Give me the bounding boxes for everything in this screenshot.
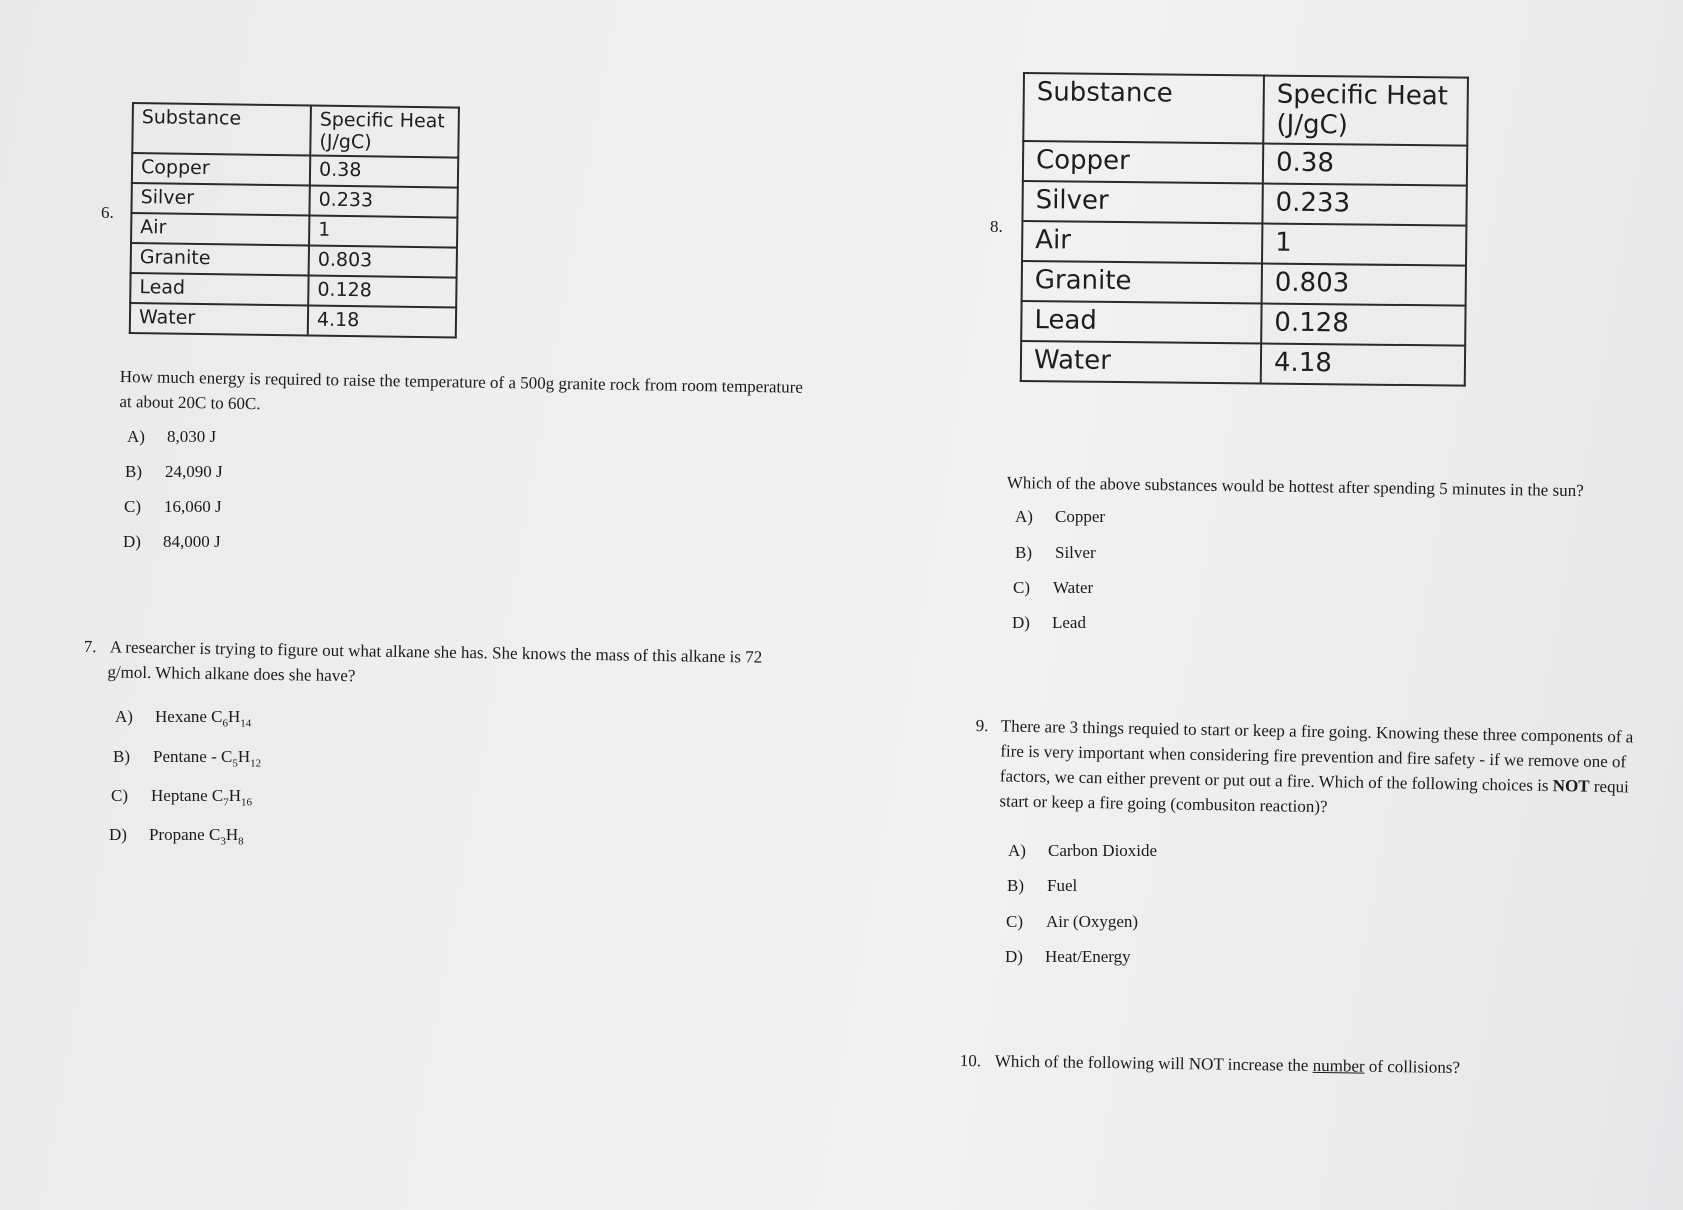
table-row — [130, 273, 456, 308]
option-letter: A) — [127, 427, 145, 446]
header-specific-heat — [1263, 76, 1468, 146]
formula-h-count: 12 — [250, 757, 262, 770]
value-cell: 4.18 — [1261, 344, 1465, 386]
substance-cell: Silver — [131, 183, 309, 215]
q6-option-a[interactable] — [127, 426, 216, 448]
substance-cell: Lead — [130, 273, 308, 305]
value-cell: 1 — [309, 215, 457, 247]
table-row — [132, 153, 458, 188]
question-7-text — [83, 634, 824, 696]
option-text: Water — [1053, 578, 1094, 597]
formula-c-count: 5 — [232, 757, 238, 770]
option-letter: C) — [111, 786, 128, 805]
value-cell: 4.18 — [308, 305, 456, 337]
option-letter: D) — [1012, 613, 1030, 632]
option-letter: B) — [125, 462, 142, 481]
question-10-text-b: of collisions? — [1364, 1056, 1461, 1077]
question-9-text — [974, 713, 1676, 825]
question-10-underlined: number — [1312, 1055, 1365, 1076]
value-cell: 0.233 — [1262, 184, 1466, 226]
specific-heat-table-q6 — [129, 102, 460, 339]
option-text: Carbon Dioxide — [1048, 841, 1158, 860]
header-units: (J/gC) — [319, 130, 372, 154]
specific-heat-table-q8 — [1020, 72, 1469, 387]
header-units: (J/gC) — [1276, 109, 1348, 141]
substance-cell: Lead — [1021, 301, 1261, 344]
table-header-row — [1023, 73, 1468, 146]
value-cell: 1 — [1262, 224, 1466, 266]
option-letter: A) — [115, 707, 133, 726]
table-row — [1021, 341, 1465, 386]
table-row — [1022, 181, 1466, 226]
q6-option-b[interactable] — [125, 461, 223, 483]
option-text: Silver — [1055, 543, 1096, 562]
option-text: Heat/Energy — [1045, 947, 1131, 966]
substance-cell: Water — [1021, 341, 1261, 384]
formula-h: H — [228, 786, 242, 805]
substance-cell: Granite — [131, 243, 309, 275]
formula-h: H — [225, 825, 239, 844]
table-row — [1022, 261, 1466, 306]
option-letter: B) — [1007, 876, 1024, 895]
formula-c: C — [211, 707, 223, 726]
table-row — [131, 183, 457, 218]
value-cell: 0.233 — [309, 185, 457, 217]
header-specific-heat-label: Specific Heat — [319, 108, 445, 133]
option-text: Copper — [1055, 507, 1106, 526]
question-10-text — [960, 1048, 1461, 1080]
question-7-number: 7. — [83, 636, 97, 657]
q6-option-d[interactable] — [123, 531, 221, 553]
substance-cell: Air — [131, 213, 309, 245]
option-letter: B) — [113, 747, 130, 766]
option-text: 16,060 J — [164, 497, 222, 516]
substance-cell: Copper — [1023, 141, 1263, 184]
table-row — [130, 303, 456, 338]
question-6-number: 6. — [101, 203, 114, 222]
option-text: Air (Oxygen) — [1046, 912, 1139, 931]
formula-h: H — [228, 707, 241, 726]
q8-option-c[interactable] — [1013, 577, 1093, 599]
option-letter: D) — [1005, 947, 1023, 966]
option-text: 8,030 J — [167, 427, 217, 446]
q9-option-b[interactable] — [1007, 875, 1077, 897]
value-cell: 0.128 — [1261, 304, 1465, 346]
q7-option-d[interactable] — [109, 824, 244, 852]
question-7-line-2: g/mol. Which alkane does she have? — [107, 662, 356, 686]
option-letter: C) — [124, 497, 141, 516]
value-cell: 0.803 — [309, 245, 457, 277]
question-10-number: 10. — [959, 1050, 982, 1071]
formula-c: C — [211, 786, 224, 805]
header-substance: Substance — [132, 103, 311, 155]
q7-option-c[interactable] — [111, 785, 252, 813]
substance-cell: Air — [1022, 221, 1262, 264]
option-letter: D) — [123, 532, 141, 551]
formula-c-count: 3 — [220, 835, 226, 848]
header-specific-heat — [310, 105, 459, 157]
value-cell: 0.38 — [310, 155, 458, 187]
question-9-not-emphasis: NOT — [1552, 776, 1590, 796]
substance-cell: Silver — [1022, 181, 1262, 224]
header-substance: Substance — [1023, 73, 1264, 144]
formula-c-count: 7 — [223, 796, 229, 809]
question-10-text-a: Which of the following will NOT increase the — [994, 1051, 1313, 1075]
option-letter: B) — [1015, 543, 1032, 562]
formula-h: H — [237, 747, 251, 766]
option-text: Fuel — [1047, 876, 1078, 895]
question-9-line-1: There are 3 things requied to start or keep a fire going. Knowing these three components of a — [1000, 716, 1634, 747]
table-row — [1022, 221, 1466, 266]
table-row — [131, 213, 457, 248]
q9-option-d[interactable] — [1005, 946, 1131, 968]
q9-option-c[interactable] — [1006, 911, 1138, 933]
substance-cell: Granite — [1022, 261, 1262, 304]
question-6-line-2: at about 20C to 60C. — [119, 391, 261, 414]
table-header-row — [132, 103, 459, 158]
question-7-line-1: A researcher is trying to figure out what alkane she has. She knows the mass of this alkane is 72 — [109, 637, 763, 667]
option-text: 84,000 J — [163, 532, 221, 551]
q8-option-b[interactable] — [1015, 542, 1096, 564]
table-row — [1021, 301, 1465, 346]
question-8-text: Which of the above substances would be hottest after spending 5 minutes in the sun? — [1006, 472, 1584, 501]
formula-c-count: 6 — [222, 717, 229, 730]
formula-h-count: 8 — [238, 835, 244, 848]
question-9-line-3c: requi — [1589, 776, 1629, 797]
option-letter: C) — [1006, 912, 1023, 931]
q8-option-a[interactable] — [1015, 506, 1105, 528]
q9-option-a[interactable] — [1008, 840, 1157, 862]
value-cell: 0.128 — [308, 275, 456, 307]
option-letter: A) — [1008, 841, 1026, 860]
option-name: Propane — [149, 825, 205, 844]
option-name: Pentane - — [153, 747, 217, 766]
table-row — [1023, 141, 1467, 186]
formula-h-count: 16 — [241, 796, 253, 809]
option-name: Hexane — [155, 707, 207, 726]
option-text: 24,090 J — [165, 462, 223, 481]
q8-option-d[interactable] — [1012, 612, 1086, 634]
question-6-line-1: How much energy is required to raise the temperature of a 500g granite rock from room temperature — [119, 366, 804, 397]
option-letter: C) — [1013, 578, 1030, 597]
q7-option-b[interactable] — [113, 746, 261, 774]
question-9-line-4: start or keep a fire going (combusiton reaction)? — [999, 791, 1328, 817]
question-9-number: 9. — [975, 715, 989, 736]
option-letter: A) — [1015, 507, 1033, 526]
value-cell: 0.803 — [1262, 264, 1466, 306]
option-text: Lead — [1052, 613, 1086, 632]
header-specific-heat-label: Specific Heat — [1276, 79, 1449, 112]
substance-cell: Copper — [132, 153, 310, 185]
option-name: Heptane — [151, 786, 208, 805]
substance-cell: Water — [130, 303, 308, 335]
table-row — [131, 243, 457, 278]
option-letter: D) — [109, 825, 127, 844]
question-9-line-3a: factors, we can either prevent or put out a fire. Which of the following choices is — [999, 766, 1553, 796]
formula-h-count: 14 — [240, 717, 252, 730]
question-6-text — [119, 364, 860, 426]
value-cell: 0.38 — [1263, 144, 1467, 186]
formula-c: C — [208, 825, 221, 844]
question-8-number: 8. — [990, 217, 1003, 236]
q7-option-a[interactable] — [115, 706, 251, 734]
q6-option-c[interactable] — [124, 496, 222, 518]
question-9-line-2: fire is very important when considering fire prevention and fire safety - if we remove one of — [1000, 741, 1627, 772]
formula-c: C — [220, 747, 233, 766]
